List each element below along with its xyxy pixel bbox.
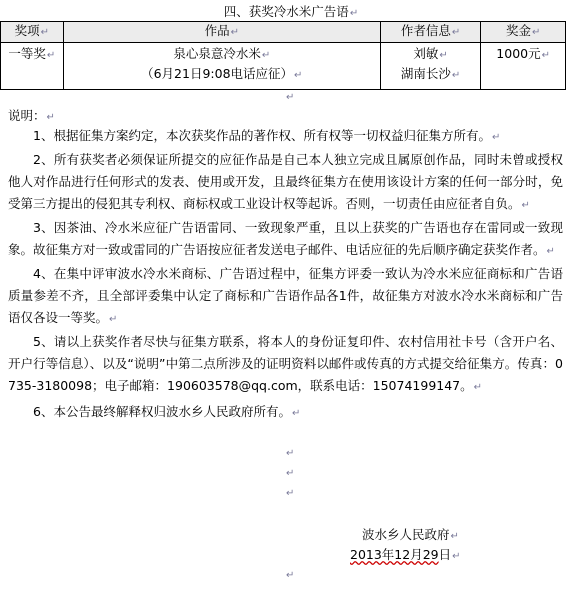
cell-bonus: 1000元↵: [481, 43, 566, 90]
paragraph-mark-icon: ↵: [521, 200, 530, 211]
work-title: 泉心泉意冷水米↵: [173, 46, 271, 61]
paragraph-mark-icon: ↵: [294, 70, 303, 81]
award-table: [0, 21, 566, 90]
paragraph-mark-icon: ↵: [40, 27, 50, 38]
paragraph-mark-icon: ↵: [261, 50, 271, 61]
paragraph-mark-icon: ↵: [541, 50, 550, 61]
cell-prize: 一等奖↵: [1, 43, 64, 90]
paragraph-mark-icon: ↵: [546, 246, 555, 257]
table-row: [1, 43, 566, 90]
paragraph-mark-icon: ↵: [286, 488, 295, 499]
paragraph-mark-icon: ↵: [450, 531, 459, 542]
header-bonus: 奖金↵: [481, 22, 566, 43]
header-author: 作者信息↵: [380, 22, 480, 43]
notes-list: [8, 125, 563, 425]
paragraph-mark-icon: ↵: [286, 92, 295, 103]
paragraph-mark-icon: ↵: [451, 27, 461, 38]
signature-org: 波水乡人民政府↵: [362, 527, 459, 542]
paragraph-mark-icon: ↵: [451, 70, 461, 81]
cell-work: [63, 43, 380, 90]
note-item: 1、根据征集方案约定，本次获奖作品的著作权、所有权等一切权益归征集方所有。↵: [33, 128, 501, 143]
note-item: 6、本公告最终解释权归波水乡人民政府所有。↵: [33, 404, 301, 419]
paragraph-mark-icon: ↵: [291, 408, 301, 419]
paragraph-mark-icon: ↵: [452, 551, 461, 562]
author-location: 湖南长沙↵: [400, 66, 461, 81]
cell-author: [380, 43, 480, 90]
signature-date: 2013年12月29日↵: [350, 547, 461, 562]
notes-title: 说明：↵: [8, 108, 55, 123]
note-item: 3、因茶油、冷水米应征广告语雷同、一致现象严重，且以上获奖的广告语也存在雷同或一致现象。故征集方对一致或雷同的广告语按应征者发送电子邮件、电话应征的先后顺序确定获奖作者。↵: [8, 220, 563, 257]
table-header-row: [1, 22, 566, 43]
paragraph-mark-icon: ↵: [46, 112, 55, 123]
note-item: 4、在集中评审波水冷水米商标、广告语过程中，征集方评委一致认为冷水米应征商标和广告语质量参差不齐，且全部评委集中认定了商标和广告语作品各1件，故征集方对波水冷水米商标和广告语仅各设一等奖。↵: [8, 266, 563, 325]
paragraph-mark-icon: ↵: [349, 8, 359, 19]
header-work: 作品↵: [63, 22, 380, 43]
paragraph-mark-icon: ↵: [286, 448, 295, 459]
paragraph-mark-icon: ↵: [286, 570, 295, 581]
note-item: 2、所有获奖者必须保证所提交的应征作品是自己本人独立完成且属原创作品，同时未曾或授权他人对作品进行任何形式的发表、使用或开发，且最终征集方在使用该设计方案的任何一部分时，免受第三方提出的侵犯其专利权、商标权或工业设计权等起诉。否则，一切责任由应征者自负。↵: [8, 152, 563, 211]
paragraph-mark-icon: ↵: [230, 27, 239, 38]
paragraph-mark-icon: ↵: [473, 382, 483, 393]
paragraph-mark-icon: ↵: [46, 50, 56, 61]
section-heading-text: 四、获奖冷水米广告语: [223, 4, 349, 19]
paragraph-mark-icon: ↵: [109, 314, 118, 325]
author-name: 刘敏↵: [413, 46, 448, 61]
header-prize: 奖项↵: [1, 22, 64, 43]
note-item: 5、请以上获奖作者尽快与征集方联系，将本人的身份证复印件、农村信用社卡号（含开户名、开户行等信息）、以及“说明”中第二点所涉及的证明资料以邮件或传真的方式提交给征集方。传真：0735-3180098；电子邮箱：190603578@qq.com，联系电话：15074199147。↵: [8, 334, 563, 393]
section-heading: [0, 4, 568, 22]
paragraph-mark-icon: ↵: [439, 50, 448, 61]
paragraph-mark-icon: ↵: [286, 468, 295, 479]
paragraph-mark-icon: ↵: [531, 27, 541, 38]
work-note: （6月21日9:08电话应征）↵: [141, 66, 303, 81]
paragraph-mark-icon: ↵: [491, 132, 501, 143]
